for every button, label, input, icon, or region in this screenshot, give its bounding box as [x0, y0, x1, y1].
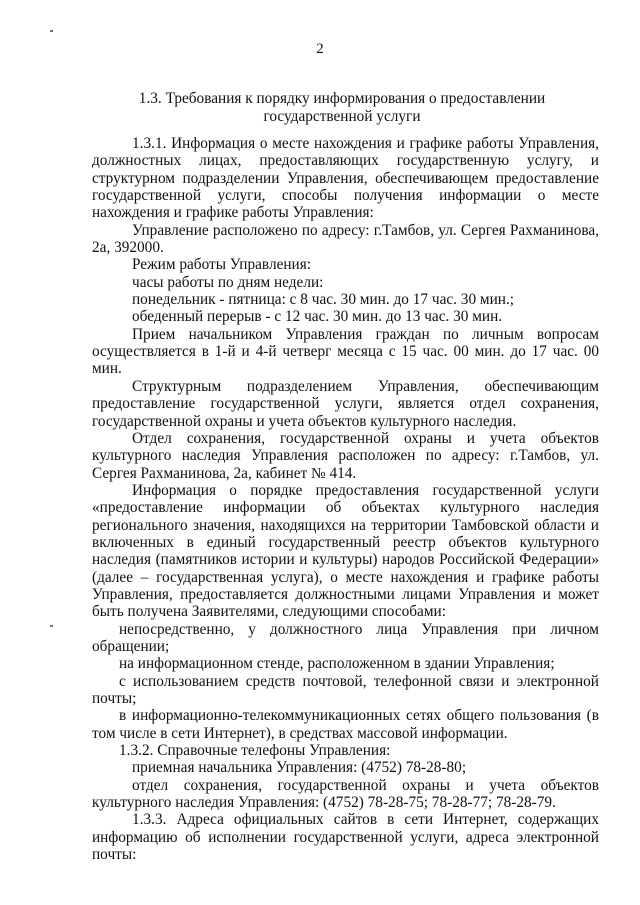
- paragraph-address: Управление расположено по адресу: г.Тамбов, ул. Сергея Рахманинова, 2а, 392000.: [92, 221, 599, 257]
- paragraph-info-location: 1.3.1. Информация о месте нахождения и графике работы Управления, должностных лицах, предоставляющих государственную услугу, и структурном подразделении Управления, обеспечивающем предоставление государственной услуги, способы получения информации о месте нахождения и графике работы Управления:: [92, 135, 599, 222]
- paragraph-work-mode: Режим работы Управления:: [132, 256, 312, 274]
- paragraph-work-hours: часы работы по дням недели:: [132, 273, 324, 291]
- paragraph-weekdays: понедельник - пятница: с 8 час. 30 мин. до 17 час. 30 мин.;: [132, 291, 515, 309]
- paragraph-structural-unit: Структурным подразделением Управления, обеспечивающим предоставление государственной услуги, является отдел сохранения, государственной охраны и учета объектов культурного наследия.: [92, 377, 599, 430]
- paragraph-department-phones: отдел сохранения, государственной охраны и учета объектов культурного наследия Управления: (4752) 78-28-75; 78-28-77; 78-28-79.: [92, 776, 599, 812]
- document-body: [92, 135, 599, 863]
- scan-margin-mark: [50, 30, 53, 32]
- section-heading: [92, 90, 592, 125]
- paragraph-reception-phone: приемная начальника Управления: (4752) 78-28-80;: [132, 759, 467, 777]
- list-item-in-person: непосредственно, у должностного лица Управления при личном обращении;: [92, 620, 599, 655]
- list-item-mail-phone-email: с использованием средств почтовой, телефонной связи и электронной почты;: [92, 672, 599, 707]
- list-item-info-stand: на информационном стенде, расположенном в здании Управления;: [119, 655, 555, 673]
- section-heading-line: государственной услуги: [263, 107, 421, 125]
- paragraph-reception: Прием начальником Управления граждан по личным вопросам осуществляется в 1-й и 4-й четверг месяца с 15 час. 00 мин. до 17 час. 00 мин.: [92, 325, 599, 378]
- paragraph-official-sites: 1.3.3. Адреса официальных сайтов в сети Интернет, содержащих информацию об исполнении государственной услуги, адреса электронной почты:: [92, 811, 599, 864]
- page-number: 2: [316, 41, 324, 57]
- paragraph-reference-phones: 1.3.2. Справочные телефоны Управления:: [119, 742, 391, 760]
- scan-margin-mark: [50, 625, 53, 627]
- section-heading-line: 1.3. Требования к порядку информирования о предоставлении: [138, 90, 546, 107]
- paragraph-information-order: Информация о порядке предоставления государственной услуги «предоставление информации об объектах культурного наследия регионального значения, находящихся на территории Тамбовской области и включенных в единый государственный реестр объектов культурного наследия (памятников истории и культуры) народов Российской Федерации» (далее – государственная услуга), о месте нахождения и графике работы Управления, предоставляется должностными лицами Управления и может быть получена Заявителями, следующими способами:: [92, 481, 599, 621]
- paragraph-department-address: Отдел сохранения, государственной охраны и учета объектов культурного наследия Управления расположен по адресу: г.Тамбов, ул. Сергея Рахманинова, 2а, кабинет № 414.: [92, 429, 599, 482]
- paragraph-lunch-break: обеденный перерыв - с 12 час. 30 мин. до 13 час. 30 мин.: [132, 308, 503, 326]
- list-item-internet-media: в информационно-телекоммуникационных сетях общего пользования (в том числе в сети Интернет), в средствах массовой информации.: [92, 707, 599, 742]
